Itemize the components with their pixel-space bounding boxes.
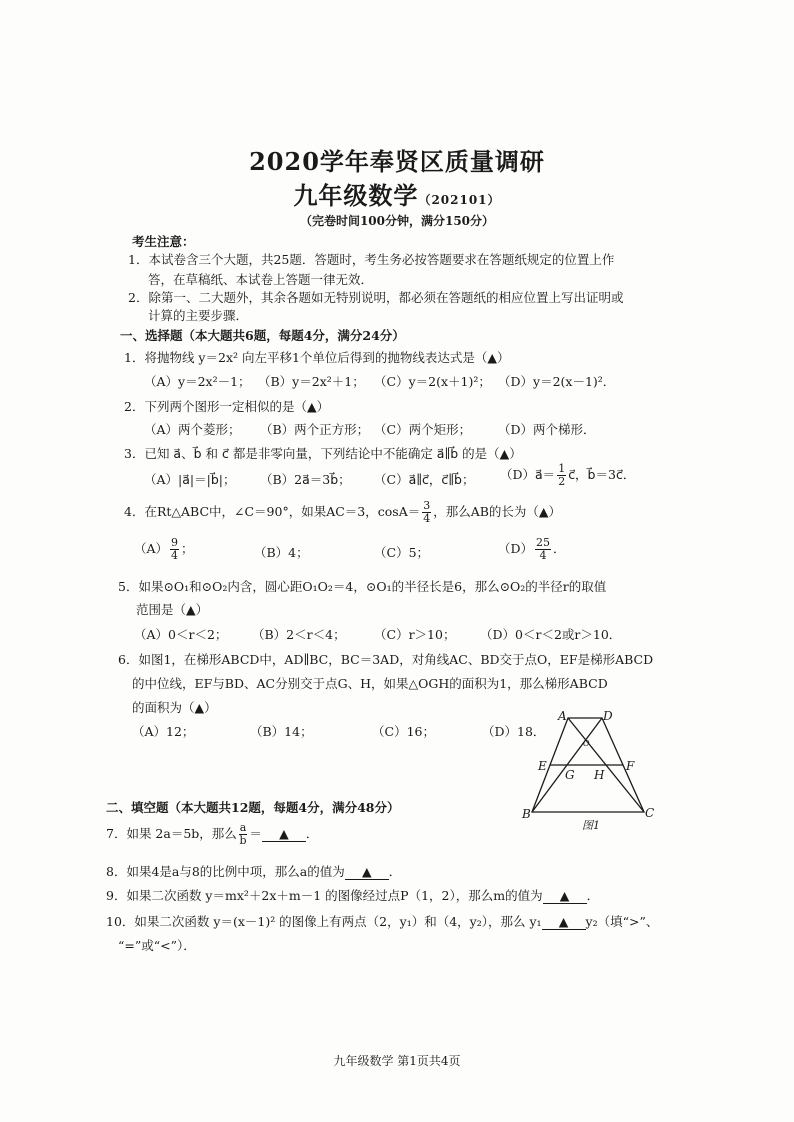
q7-stem: 7．如果 2a＝5b，那么 bbox=[106, 826, 237, 841]
time-info: （完卷时间100分钟，满分150分） bbox=[299, 214, 495, 228]
q9-stem: 9．如果二次函数 y＝mx²＋2x＋m－1 的图像经过点P（1，2），那么m的值为 bbox=[106, 888, 543, 903]
label-d: D bbox=[603, 709, 613, 723]
q6-option-c: （C）16； bbox=[372, 724, 435, 739]
period: ． bbox=[388, 864, 402, 879]
numerator: a bbox=[239, 821, 247, 834]
question-6-cont: 的中位线，EF与BD、AC分别交于点G、H，如果△OGH的面积为1，那么梯形ABCD bbox=[132, 676, 608, 691]
option-tail: ； bbox=[181, 541, 194, 556]
note-line: 2．除第一、二大题外，其余各题如无特别说明，都必须在答题纸的相应位置上写出证明或 bbox=[128, 290, 624, 305]
numerator: 1 bbox=[558, 462, 566, 475]
q3-option-c: （C）a⃗∥c⃗，c⃗∥b⃗； bbox=[374, 472, 475, 487]
label-b: B bbox=[522, 807, 531, 821]
question-6: 6．如图1，在梯形ABCD中，AD∥BC，BC＝3AD，对角线AC、BD交于点O，EF是梯形ABCD bbox=[118, 652, 654, 667]
q5-option-a: （A）0＜r＜2； bbox=[134, 627, 228, 642]
numerator: 25 bbox=[536, 536, 551, 549]
section1-heading: 一、选择题（本大题共6题，每题4分，满分24分） bbox=[120, 328, 405, 343]
answer-blank[interactable]: ▲ bbox=[345, 864, 389, 880]
section2-heading: 二、填空题（本大题共12题，每题4分，满分48分） bbox=[106, 800, 400, 815]
numerator: 3 bbox=[423, 499, 431, 512]
question-4 bbox=[124, 500, 561, 525]
question-5: 5．如果⊙O₁和⊙O₂内含，圆心距O₁O₂＝4，⊙O₁的半径长是6，那么⊙O₂的半径r的取值 bbox=[118, 579, 607, 594]
q2-option-c: （C）两个矩形； bbox=[374, 422, 472, 437]
q6-option-b: （B）14； bbox=[250, 724, 313, 739]
question-5-cont: 范围是（▲） bbox=[136, 602, 209, 617]
question-1: 1．将抛物线 y＝2x² 向左平移1个单位后得到的抛物线表达式是（▲） bbox=[124, 350, 510, 365]
fraction bbox=[239, 822, 248, 847]
fraction bbox=[422, 500, 431, 525]
q6-option-d: （D）18． bbox=[482, 724, 546, 739]
label-h: H bbox=[594, 768, 605, 782]
label-o: O bbox=[583, 739, 590, 748]
question-10 bbox=[106, 912, 658, 930]
q10-stem: 10．如果二次函数 y＝(x－1)² 的图像上有两点（2，y₁）和（4，y₂），那么 y₁ bbox=[106, 914, 542, 929]
question-9 bbox=[106, 886, 599, 904]
q7-equals: ＝ bbox=[249, 826, 262, 841]
note-line: 1．本试卷含三个大题，共25题．答题时，考生务必按答题要求在答题纸规定的位置上作 bbox=[128, 252, 615, 267]
q3-option-b: （B）2a⃗＝3b⃗； bbox=[260, 472, 351, 487]
q1-option-c: （C）y＝2(x＋1)²； bbox=[374, 374, 491, 389]
q2-option-b: （B）两个正方形； bbox=[260, 422, 370, 437]
figure-caption: 图1 bbox=[582, 819, 600, 832]
denominator: 4 bbox=[423, 512, 431, 525]
q2-option-d: （D）两个梯形． bbox=[498, 422, 596, 437]
subject-title bbox=[0, 176, 794, 211]
q4-stem-b: ，那么AB的长为（▲） bbox=[433, 504, 562, 519]
q2-option-a: （A）两个菱形； bbox=[144, 422, 241, 437]
question-6-cont: 的面积为（▲） bbox=[132, 700, 217, 715]
trapezoid-figure bbox=[516, 708, 664, 834]
label-c: C bbox=[645, 806, 655, 820]
q4-option-a bbox=[134, 537, 194, 562]
numerator: 9 bbox=[171, 536, 179, 549]
fraction bbox=[170, 537, 179, 562]
question-3: 3．已知 a⃗、b⃗ 和 c⃗ 都是非零向量，下列结论中不能确定 a⃗∥b⃗ 的是（▲） bbox=[124, 446, 522, 461]
page-footer: 九年级数学 第1页共4页 bbox=[333, 1054, 461, 1068]
label-a: A bbox=[558, 709, 567, 723]
note-line: 答，在草稿纸、本试卷上答题一律无效． bbox=[148, 272, 374, 287]
option-label: （A） bbox=[134, 541, 169, 556]
answer-blank[interactable]: ▲ bbox=[543, 888, 587, 904]
denominator: 4 bbox=[171, 549, 179, 562]
q3-option-d-tail: c⃗，b⃗＝3c⃗． bbox=[568, 467, 636, 482]
question-2: 2．下列两个图形一定相似的是（▲） bbox=[124, 399, 330, 414]
question-7 bbox=[106, 822, 318, 847]
notes-heading: 考生注意： bbox=[132, 234, 195, 249]
q10-stem-tail: y₂（填“>”、 bbox=[585, 914, 659, 929]
period: ． bbox=[586, 888, 600, 903]
option-tail: ． bbox=[553, 541, 566, 556]
denominator: 4 bbox=[539, 549, 547, 562]
q4-option-d bbox=[498, 537, 566, 562]
denominator: b bbox=[239, 834, 247, 847]
q8-stem: 8．如果4是a与8的比例中项，那么a的值为 bbox=[106, 864, 345, 879]
q4-option-c: （C）5； bbox=[374, 545, 430, 560]
denominator: 2 bbox=[558, 475, 566, 488]
q6-option-a: （A）12； bbox=[132, 724, 195, 739]
label-g: G bbox=[565, 768, 575, 782]
exam-code: （202101） bbox=[418, 193, 501, 207]
option-label: （D） bbox=[498, 541, 534, 556]
q1-option-d: （D）y＝2(x－1)²． bbox=[498, 374, 616, 389]
question-8 bbox=[106, 862, 401, 880]
question-10-cont: “=”或“<”）． bbox=[118, 938, 196, 953]
fraction bbox=[557, 463, 566, 488]
q1-option-a: （A）y＝2x²－1； bbox=[144, 374, 251, 389]
exam-title: 2020学年奉贤区质量调研 bbox=[249, 147, 545, 176]
q1-option-b: （B）y＝2x²＋1； bbox=[258, 374, 365, 389]
answer-blank[interactable]: ▲ bbox=[262, 826, 306, 842]
q5-option-b: （B）2＜r＜4； bbox=[252, 627, 346, 642]
q5-option-d: （D）0＜r＜2或r＞10． bbox=[480, 627, 622, 642]
subject-name: 九年级数学 bbox=[293, 181, 419, 210]
q3-option-d bbox=[500, 463, 635, 488]
label-e: E bbox=[538, 759, 547, 773]
q3-option-a: （A）|a⃗|＝|b⃗|； bbox=[144, 472, 236, 487]
note-line: 计算的主要步骤． bbox=[148, 308, 249, 323]
q5-option-c: （C）r＞10； bbox=[374, 627, 456, 642]
q4-stem-a: 4．在Rt△ABC中，∠C＝90°，如果AC＝3，cosA＝ bbox=[124, 504, 421, 519]
q4-option-b: （B）4； bbox=[254, 545, 309, 560]
period: ． bbox=[305, 826, 319, 841]
answer-blank[interactable]: ▲ bbox=[542, 914, 586, 930]
q3-option-d-head: （D）a⃗＝ bbox=[500, 467, 556, 482]
fraction bbox=[535, 537, 551, 562]
label-f: F bbox=[626, 759, 635, 773]
